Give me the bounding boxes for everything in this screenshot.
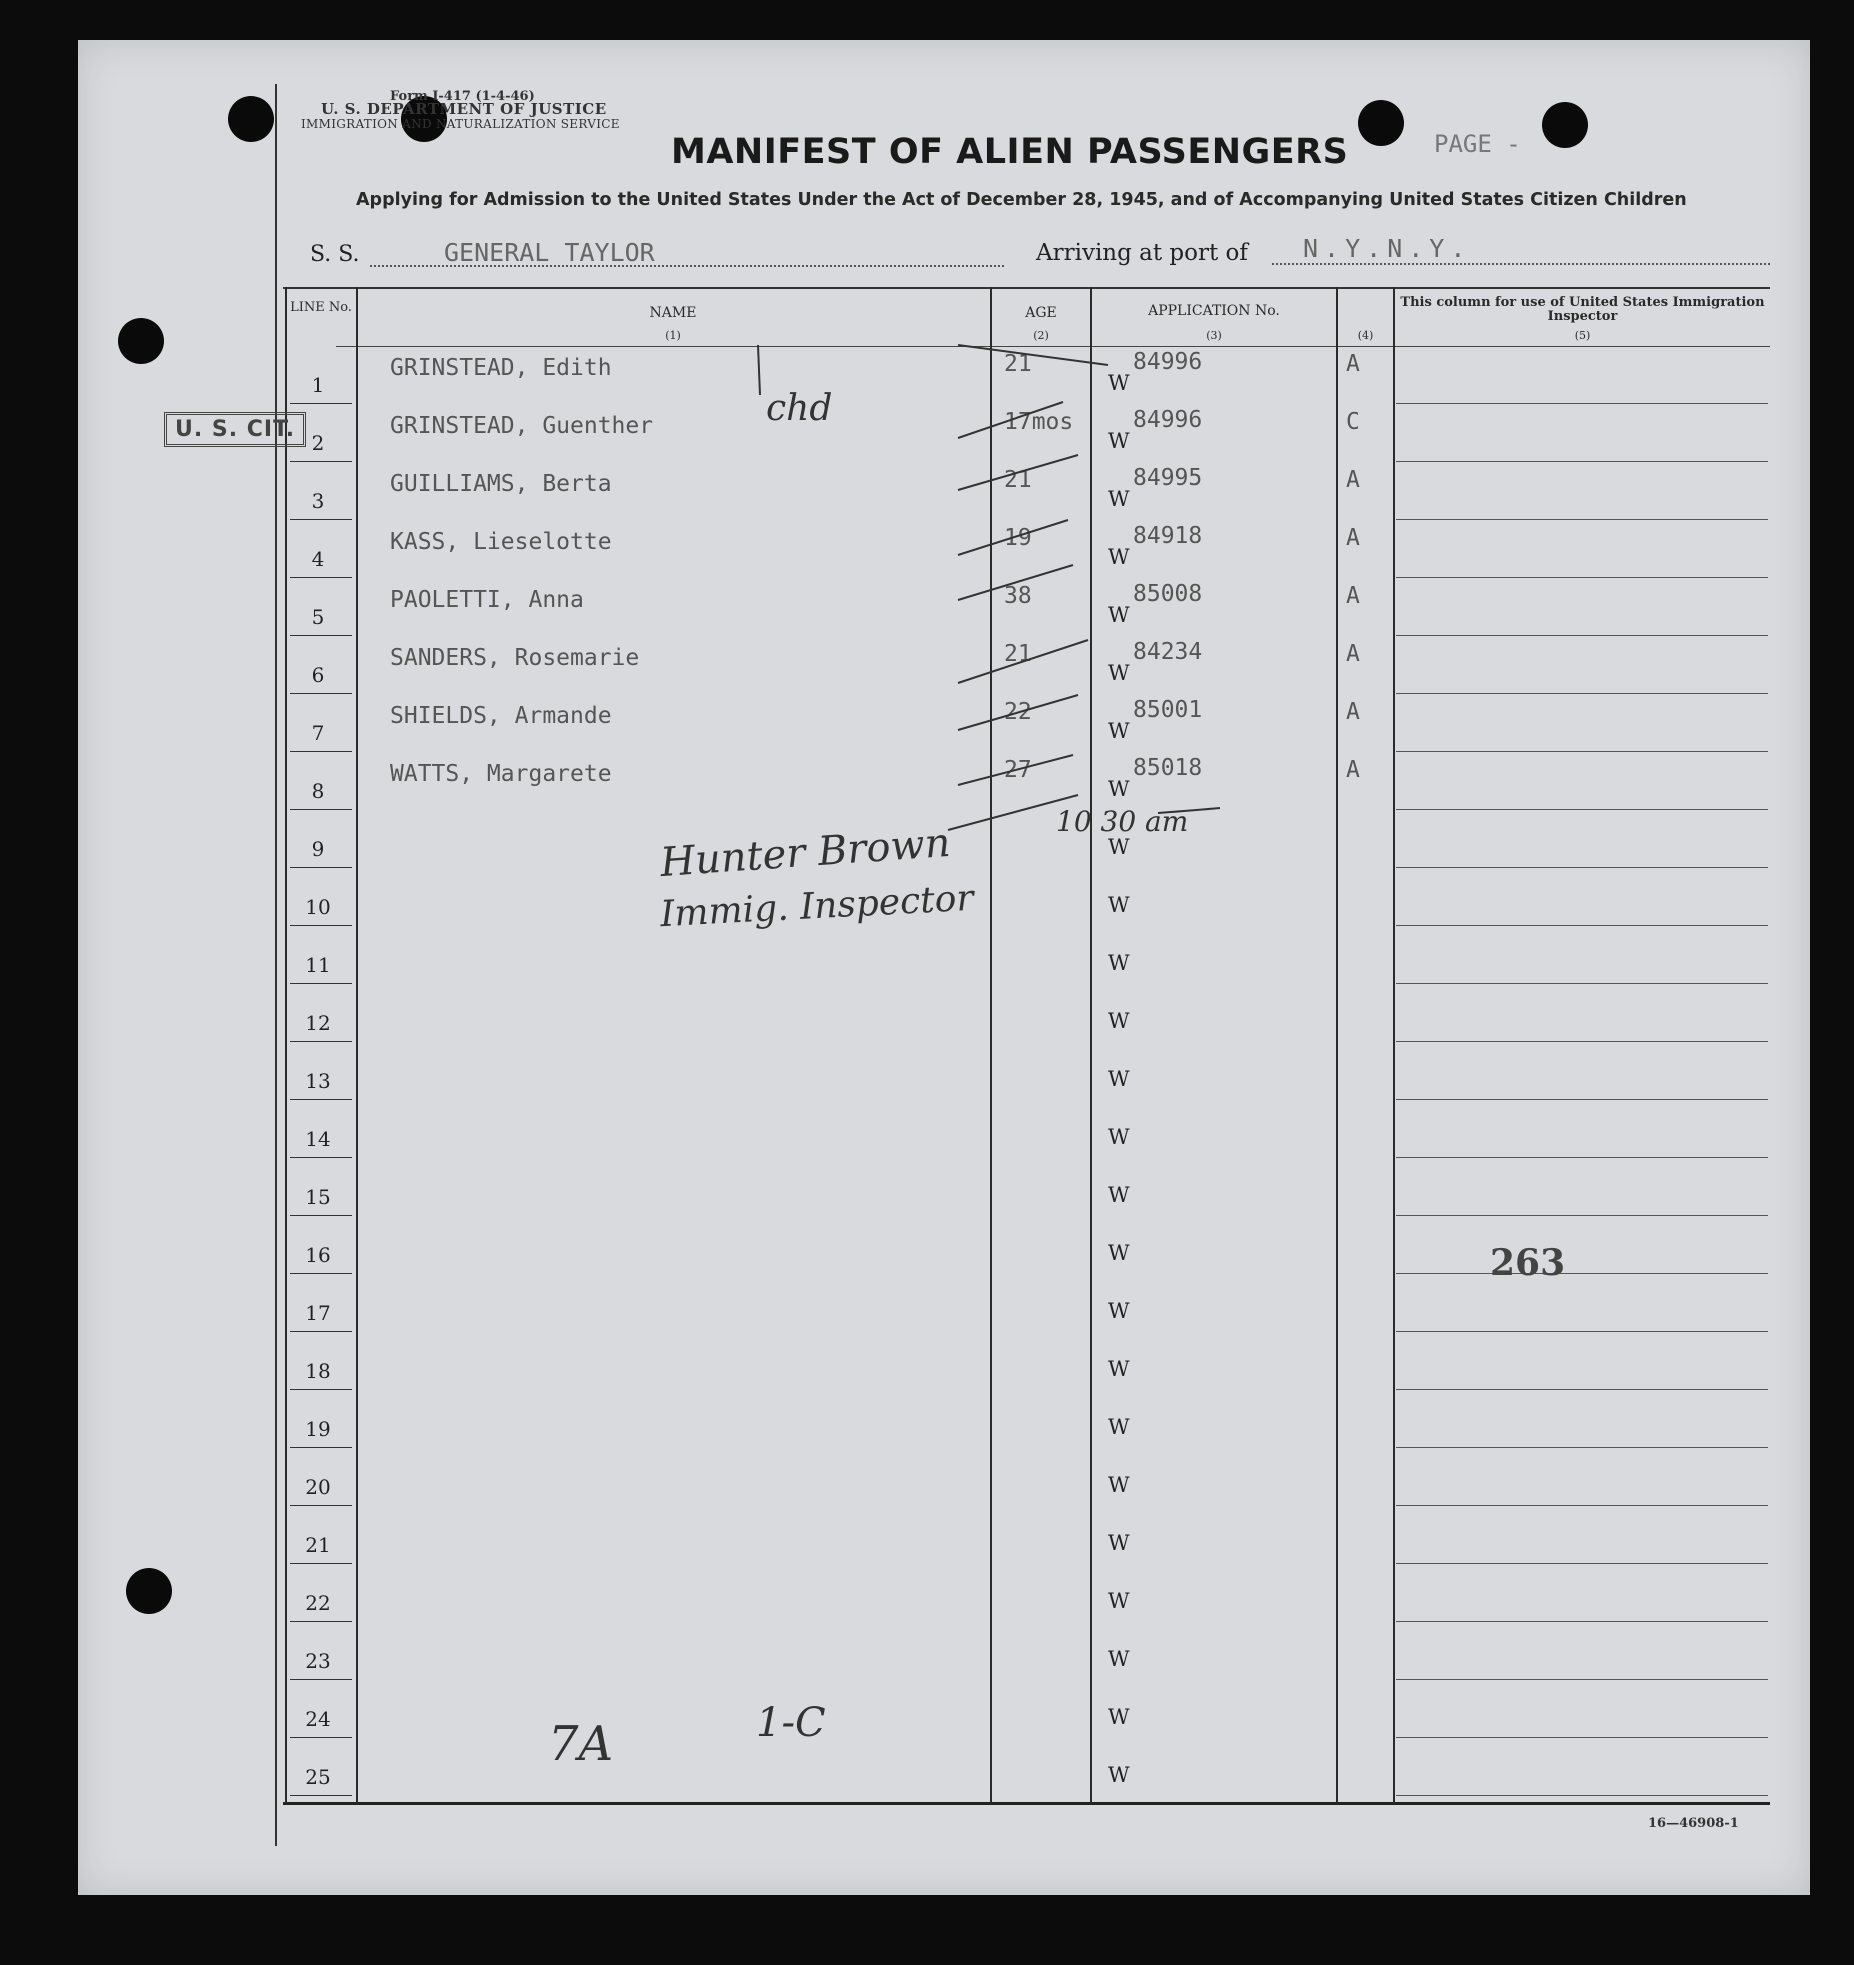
passenger-name: SANDERS, Rosemarie	[390, 645, 640, 671]
application-number: 85008	[1133, 581, 1203, 607]
department-name: U. S. DEPARTMENT OF JUSTICE	[321, 100, 607, 118]
handwritten-time: 10 30 am	[1056, 805, 1189, 838]
line-number: 17	[305, 1301, 331, 1325]
line-number: 15	[305, 1185, 331, 1209]
line-number: 2	[311, 431, 325, 455]
application-prefix: W	[1108, 777, 1130, 801]
service-name: IMMIGRATION AND NATURALIZATION SERVICE	[301, 117, 620, 131]
application-prefix: W	[1108, 1473, 1130, 1497]
passenger-age: 17mos	[1004, 409, 1074, 435]
column-header-inspector: This column for use of United States Immigration Inspector	[1400, 295, 1765, 324]
line-number: 24	[305, 1707, 331, 1731]
application-prefix: W	[1108, 835, 1130, 859]
column-header-name-number: (1)	[665, 329, 681, 342]
document-subtitle: Applying for Admission to the United States Under the Act of December 28, 1945, and of Accompanying United States Citizen Children	[356, 190, 1687, 210]
application-prefix: W	[1108, 1705, 1130, 1729]
passenger-age: 27	[1004, 757, 1032, 783]
application-prefix: W	[1108, 661, 1130, 685]
line-number: 19	[305, 1417, 331, 1441]
form-number: Form I-417 (1-4-46)	[390, 89, 535, 104]
footer-code: 16—46908-1	[1648, 1816, 1739, 1831]
application-prefix: W	[1108, 1357, 1130, 1381]
ship-value: GENERAL TAYLOR	[444, 238, 655, 267]
application-prefix: W	[1108, 1183, 1130, 1207]
line-number: 10	[305, 895, 331, 919]
tally-children: 1-C	[756, 1700, 826, 1746]
application-prefix: W	[1108, 545, 1130, 569]
document-title: MANIFEST OF ALIEN PASSENGERS	[671, 132, 1349, 172]
application-number: 85018	[1133, 755, 1203, 781]
passenger-name: GUILLIAMS, Berta	[390, 471, 612, 497]
passenger-name: GRINSTEAD, Edith	[390, 355, 612, 381]
page-label: PAGE -	[1434, 130, 1521, 158]
line-number: 6	[311, 663, 325, 687]
line-number: 7	[311, 721, 325, 745]
passenger-age: 38	[1004, 583, 1032, 609]
column-header-name: NAME	[649, 305, 697, 321]
line-number: 9	[311, 837, 325, 861]
port-label: Arriving at port of	[1036, 240, 1248, 266]
application-prefix: W	[1108, 1125, 1130, 1149]
line-number: 14	[305, 1127, 331, 1151]
passenger-age: 21	[1004, 467, 1032, 493]
status-code: A	[1346, 757, 1360, 783]
line-number: 13	[305, 1069, 331, 1093]
us-citizen-stamp: U. S. CIT.	[164, 412, 306, 447]
ship-label: S. S.	[310, 242, 360, 267]
age-check-marks	[78, 40, 1810, 1895]
passenger-age: 22	[1004, 699, 1032, 725]
passenger-name: KASS, Lieselotte	[390, 529, 612, 555]
passenger-name: PAOLETTI, Anna	[390, 587, 584, 613]
column-header-application-number: (3)	[1206, 329, 1222, 342]
passenger-name: SHIELDS, Armande	[390, 703, 612, 729]
application-prefix: W	[1108, 893, 1130, 917]
status-code: A	[1346, 525, 1360, 551]
line-number: 20	[305, 1475, 331, 1499]
line-number: 4	[311, 547, 325, 571]
column-header-application: APPLICATION No.	[1148, 303, 1280, 319]
status-code: C	[1346, 409, 1360, 435]
line-number: 25	[305, 1765, 331, 1789]
application-number: 84918	[1133, 523, 1203, 549]
manifest-sheet	[78, 40, 1810, 1895]
application-prefix: W	[1108, 719, 1130, 743]
status-code: A	[1346, 467, 1360, 493]
status-code: A	[1346, 699, 1360, 725]
application-prefix: W	[1108, 1415, 1130, 1439]
column-header-age: AGE	[1025, 305, 1057, 321]
inspector-signature: Hunter Brown	[658, 819, 952, 887]
passenger-age: 21	[1004, 641, 1032, 667]
port-value: N.Y.N.Y.	[1303, 234, 1472, 263]
line-number: 11	[305, 953, 331, 977]
passenger-age: 19	[1004, 525, 1032, 551]
application-prefix: W	[1108, 1241, 1130, 1265]
application-number: 84995	[1133, 465, 1203, 491]
application-number: 85001	[1133, 697, 1203, 723]
application-prefix: W	[1108, 1299, 1130, 1323]
line-number: 1	[311, 373, 325, 397]
application-prefix: W	[1108, 1009, 1130, 1033]
inspector-signature-title: Immig. Inspector	[659, 877, 975, 936]
line-number: 23	[305, 1649, 331, 1673]
line-number: 21	[305, 1533, 331, 1557]
application-prefix: W	[1108, 1647, 1130, 1671]
passenger-name: GRINSTEAD, Guenther	[390, 413, 654, 439]
column-header-col4-number: (4)	[1357, 329, 1374, 342]
application-prefix: W	[1108, 1531, 1130, 1555]
status-code: A	[1346, 583, 1360, 609]
application-prefix: W	[1108, 951, 1130, 975]
application-number: 84234	[1133, 639, 1203, 665]
line-number: 18	[305, 1359, 331, 1383]
status-code: A	[1346, 641, 1360, 667]
tally-aliens: 7A	[548, 1716, 614, 1772]
application-prefix: W	[1108, 429, 1130, 453]
line-number: 8	[311, 779, 325, 803]
application-number: 84996	[1133, 349, 1203, 375]
line-number: 12	[305, 1011, 331, 1035]
application-prefix: W	[1108, 1763, 1130, 1787]
stamped-number: 263	[1490, 1242, 1566, 1284]
handwritten-child-note: chd	[766, 388, 833, 429]
application-prefix: W	[1108, 603, 1130, 627]
column-header-inspector-number: (5)	[1574, 329, 1591, 342]
column-header-age-number: (2)	[1033, 329, 1049, 342]
application-prefix: W	[1108, 1067, 1130, 1091]
application-prefix: W	[1108, 1589, 1130, 1613]
line-number: 5	[311, 605, 325, 629]
line-number: 16	[305, 1243, 331, 1267]
line-number: 3	[311, 489, 325, 513]
passenger-name: WATTS, Margarete	[390, 761, 612, 787]
application-number: 84996	[1133, 407, 1203, 433]
passenger-age: 21	[1004, 351, 1032, 377]
line-number: 22	[305, 1591, 331, 1615]
column-header-line: LINE No.	[290, 300, 352, 315]
status-code: A	[1346, 351, 1360, 377]
application-prefix: W	[1108, 487, 1130, 511]
application-prefix: W	[1108, 371, 1130, 395]
